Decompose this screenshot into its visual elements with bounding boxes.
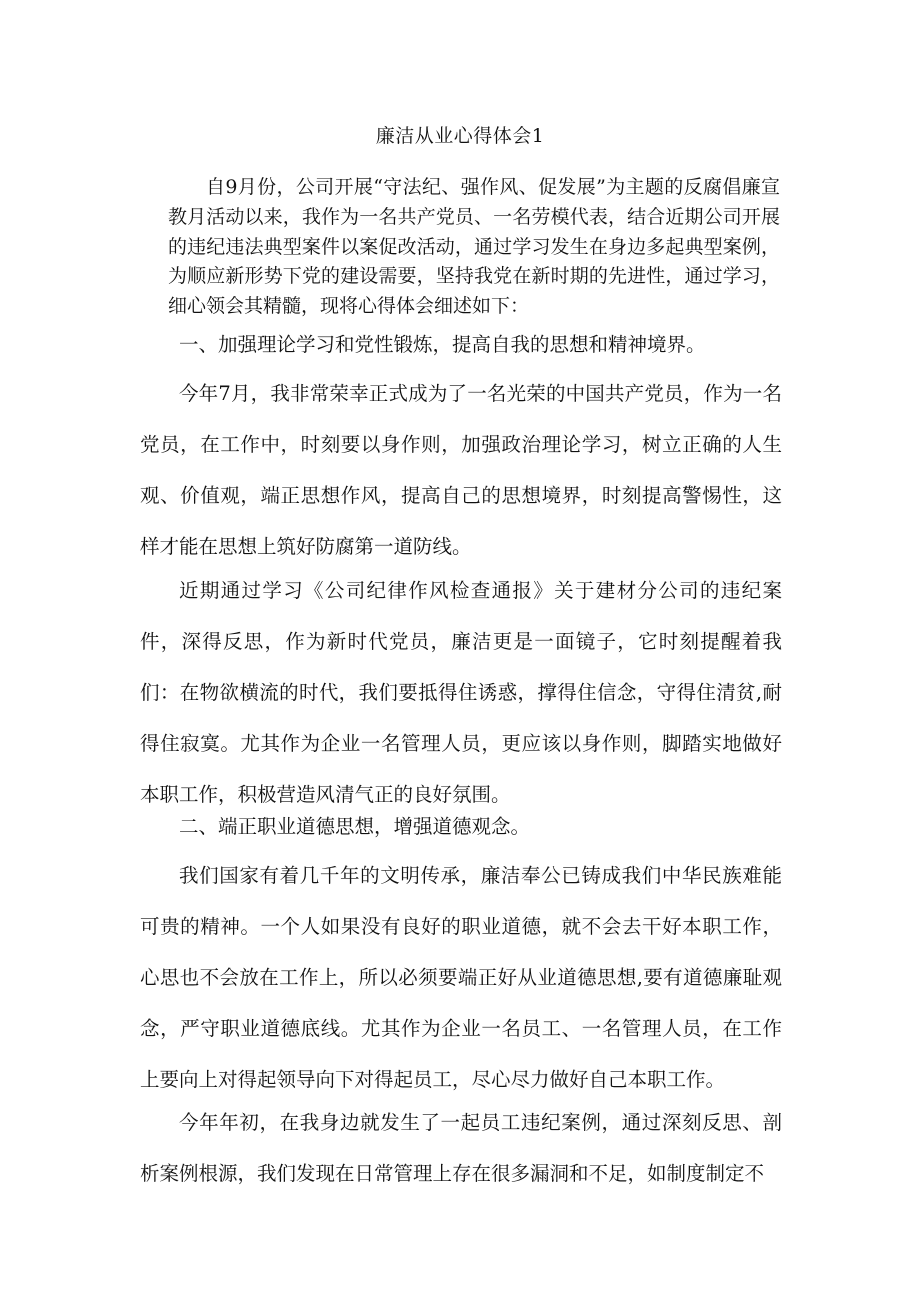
body-paragraph-2: 近期通过学习《公司纪律作风检查通报》关于建材分公司的违纪案件，深得反思，作为新时代党员，廉洁更是一面镜子，它时刻提醒着我们：在物欲横流的时代，我们要抵得住诱惑，撑得住信念，守得住清贫,耐得住寂寞。尤其作为企业一名管理人员，更应该以身作则，脚踏实地做好本职工作，积极营造风清气正的良好氛围。 [140,579,782,806]
intro-paragraph: 自9月份，公司开展“守法纪、强作风、促发展”为主题的反腐倡廉宣教月活动以来，我作为一名共产党员、一名劳模代表，结合近期公司开展的违纪违法典型案件以案促改活动，通过学习发生在身边多起典型案例，为顺应新形势下党的建设需要，坚持我党在新时期的先进性，通过学习，细心领会其精髓，现将心得体会细述如下： [168,176,780,318]
section-heading-2: 二、端正职业道德思想，增强道德观念。 [179,815,531,838]
section-heading-1: 一、加强理论学习和党性锻炼，提高自我的思想和精神境界。 [179,333,706,356]
body-paragraph-3: 我们国家有着几千年的文明传承，廉洁奉公已铸成我们中华民族难能可贵的精神。一个人如果没有良好的职业道德，就不会去干好本职工作，心思也不会放在工作上，所以必须要端正好从业道德思想,要有道德廉耻观念，严守职业道德底线。尤其作为企业一名员工、一名管理人员，在工作上要向上对得起领导向下对得起员工，尽心尽力做好自己本职工作。 [140,864,782,1091]
body-paragraph-4: 今年年初，在我身边就发生了一起员工违纪案例，通过深刻反思、剖析案例根源，我们发现在日常管理上存在很多漏洞和不足，如制度制定不 [140,1111,782,1185]
body-paragraph-1: 今年7月，我非常荣幸正式成为了一名光荣的中国共产党员，作为一名党员，在工作中，时刻要以身作则，加强政治理论学习，树立正确的人生观、价值观，端正思想作风，提高自己的思想境界，时刻提高警惕性，这样才能在思想上筑好防腐第一道防线。 [140,382,782,558]
document-title: 廉洁从业心得体会1 [375,125,545,147]
